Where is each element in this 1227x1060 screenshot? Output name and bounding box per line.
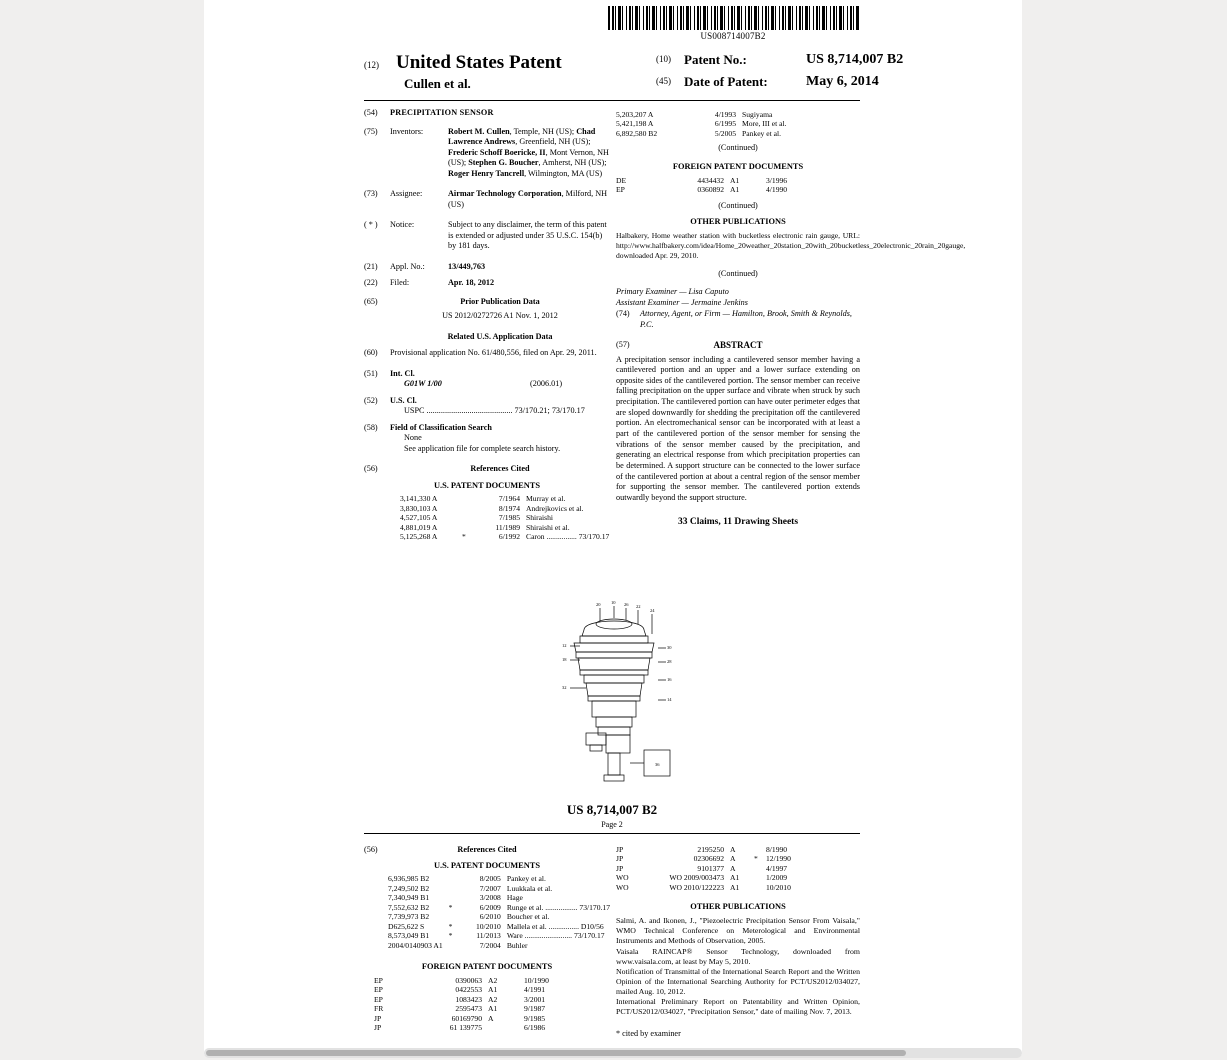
field-search-number: (58): [364, 422, 378, 432]
us-patent-documents-table: [400, 494, 610, 541]
svg-text:10: 10: [611, 600, 616, 605]
table-row: [374, 976, 610, 985]
header-divider: [364, 100, 860, 101]
ref-number: 2004/0140903 A1: [388, 940, 443, 950]
intcl-label: Int. Cl.: [390, 368, 415, 378]
foreign-date: 6/1986: [524, 1023, 546, 1033]
uscl-number: (52): [364, 395, 378, 405]
ref-flag: [678, 119, 692, 128]
ref-date: 6/2010: [479, 912, 501, 922]
foreign-date: 8/1990: [766, 845, 788, 854]
abstract-heading: ABSTRACT: [713, 340, 763, 350]
ref-date: 11/2013: [476, 931, 501, 941]
foreign-kind: A: [488, 1013, 494, 1023]
related-text: Provisional application No. 61/480,556, filed on Apr. 29, 2011.: [390, 348, 597, 357]
list-item: International Preliminary Report on Patentability and Written Opinion, PCT/US2012/034027, "Precipitation Sensor," date of mailing Nov. 7, 2013.: [616, 997, 860, 1017]
intcl-value: G01W 1/00: [404, 379, 442, 388]
foreign-country: DE: [616, 175, 627, 185]
inventors-label: Inventors:: [390, 126, 424, 136]
foreign-number: 60169790: [451, 1013, 482, 1023]
foreign-number: 61 139775: [449, 1023, 482, 1033]
ref-name: Sugiyama: [742, 110, 773, 119]
ref-name: Murray et al.: [526, 494, 566, 504]
ref-flag: [678, 110, 692, 119]
table-row: [400, 532, 610, 541]
table-row: [400, 513, 610, 522]
related-heading: Related U.S. Application Data: [447, 331, 553, 341]
document-page: [204, 0, 1022, 1055]
foreign-country: EP: [616, 185, 625, 195]
page2-right-column: [616, 845, 860, 1040]
ref-number: 5,125,268 A: [400, 532, 438, 542]
foreign-flag: [512, 995, 524, 1004]
ref-date: 3/2008: [479, 893, 501, 903]
svg-text:22: 22: [636, 604, 641, 609]
foreign-documents-heading: FOREIGN PATENT DOCUMENTS: [672, 161, 804, 171]
svg-text:28: 28: [667, 659, 672, 664]
abstract-number: (57): [616, 340, 630, 349]
table-row: [616, 110, 860, 119]
field-inventors: [364, 127, 610, 180]
foreign-number: WO 2009/003473: [669, 873, 724, 883]
foreign-kind: A1: [730, 873, 740, 883]
abstract-text: A precipitation sensor including a cantilevered sensor member having a cantilevered portion and an upper and a lower surface extending on opposite sides of the cantilevered portion. The sensor member can receive falling precipitation on the upper surface and vibrate when struck by such precipitation. The cantilevered portion can have outer perimeter edges that are sloped downwardly for shedding the precipitation off the cantilevered portion. An electromechanical sensor can be incorporated with at least a part of the cantilevered portion of the sensor member for sensing the vibrations of the sensor member caused by the precipitation, and generating an electrical response from which precipitation properties can be determined. A support structure can be connected to the lower surface of the cantilevered portion at about a central region of the sensor member for supporting the sensor member. The cantilevered portion extends outwardly beyond the support structure.: [616, 354, 861, 503]
foreign-number: WO 2010/122223: [669, 882, 724, 892]
ref-name: Caron ................ 73/170.17: [526, 532, 610, 542]
page2-refs-number: (56): [364, 845, 378, 854]
foreign-country: EP: [374, 975, 383, 985]
page-title: United States Patent: [396, 52, 562, 73]
intcl-number: (51): [364, 368, 378, 378]
ref-flag: [462, 513, 476, 522]
page2-foreign-right-table: [616, 845, 860, 892]
table-row: [616, 129, 860, 138]
foreign-flag: [512, 985, 524, 994]
foreign-number: 9101377: [697, 863, 724, 873]
svg-text:26: 26: [624, 602, 629, 607]
page2-other-pub-heading: OTHER PUBLICATIONS: [690, 902, 786, 912]
foreign-date: 10/2010: [766, 882, 791, 892]
ref-number: 5,203,207 A: [616, 110, 654, 119]
field-int-cl: [364, 369, 610, 390]
ref-name: More, III et al.: [742, 119, 787, 129]
foreign-flag: [754, 845, 766, 854]
foreign-date: 10/1990: [524, 975, 549, 985]
ref-number: D625,622 S: [388, 921, 425, 931]
ref-flag: [449, 912, 461, 921]
attorney-text: Attorney, Agent, or Firm — Hamilton, Brook, Smith & Reynolds, P.C.: [640, 309, 852, 329]
foreign-country: JP: [616, 854, 624, 864]
claims-line: 33 Claims, 11 Drawing Sheets: [677, 516, 799, 527]
front-page-left-column: [364, 108, 610, 542]
foreign-flag: [754, 883, 766, 892]
foreign-flag: [754, 176, 766, 185]
page2-title: US 8,714,007 B2: [566, 802, 658, 817]
ref-name: Shiraishi et al.: [526, 522, 570, 532]
field-search-label: Field of Classification Search: [390, 422, 492, 432]
table-row: [400, 494, 610, 503]
page2-foreign-heading: FOREIGN PATENT DOCUMENTS: [421, 962, 553, 972]
ref-name: Luukkala et al.: [506, 883, 553, 893]
attorney-number: (74): [616, 309, 630, 318]
field-references-cited: [364, 464, 610, 475]
foreign-number: 0422553: [455, 985, 482, 995]
foreign-date: 1/2009: [766, 873, 788, 883]
ref-name: Andrejkovics et al.: [526, 503, 584, 513]
foreign-kind: A: [730, 863, 736, 873]
ref-date: 7/2004: [479, 940, 501, 950]
ref-flag: [678, 129, 692, 138]
foreign-country: WO: [616, 873, 629, 883]
ref-number: 8,573,049 B1: [388, 931, 430, 941]
page2-refs-row: [364, 845, 610, 856]
foreign-flag: [512, 1014, 524, 1023]
primary-examiner: [616, 287, 860, 298]
ref-date: 11/1989: [495, 522, 520, 532]
continued-1: (Continued): [718, 143, 758, 153]
ref-flag: [462, 523, 476, 532]
svg-text:16: 16: [667, 677, 672, 682]
foreign-kind: [488, 1023, 512, 1032]
foreign-number: 4434432: [697, 175, 724, 185]
ref-name: Boucher et al.: [506, 912, 550, 922]
foreign-number: 2595473: [455, 1004, 482, 1014]
field-search-value2: See application file for complete search history.: [404, 443, 561, 453]
notice-text: Subject to any disclaimer, the term of this patent is extended or adjusted under 35 U.S.C. 154(b) by 181 days.: [448, 220, 607, 250]
table-row: [616, 185, 860, 194]
ref-number: 7,552,632 B2: [388, 902, 430, 912]
other-publications-text: Halbakery, Home weather station with bucketless electronic rain gauge, URL: http://www.halfbakery.com/idea/Home_20weather_20station_20with_20bucketless_20electronic_20rain_20gauge, downloaded Apr. 29, 2010.: [616, 230, 966, 260]
table-row: [374, 995, 610, 1004]
svg-text:18: 18: [562, 657, 567, 662]
filed-label: Filed:: [390, 278, 410, 287]
attorney-row: [616, 309, 860, 330]
page2-foreign-left-table: [374, 976, 610, 1033]
page2-us-documents-table: [388, 874, 610, 950]
ref-flag: [449, 941, 461, 950]
ref-date: 6/1992: [498, 532, 520, 542]
us-patent-documents-heading: U.S. PATENT DOCUMENTS: [433, 480, 541, 490]
table-row: [388, 931, 610, 940]
table-row: [616, 845, 860, 854]
continued-2: (Continued): [718, 200, 758, 210]
foreign-kind: A: [730, 854, 736, 864]
patent-no-label: Patent No.:: [684, 52, 747, 67]
table-row: [388, 941, 610, 950]
ref-number: 5,421,198 A: [616, 119, 654, 129]
foreign-number: 1083423: [455, 994, 482, 1004]
assistant-examiner: [616, 298, 860, 309]
foreign-flag: [754, 864, 766, 873]
ref-date: 5/2005: [714, 128, 736, 138]
table-row: [400, 523, 610, 532]
field-related: [364, 348, 610, 359]
uscl-label: U.S. Cl.: [390, 395, 417, 405]
foreign-date: 4/1991: [524, 985, 546, 995]
list-item: Notification of Transmittal of the International Search Report and the Written Opinion of the International Searching Authority for PCT/US2012/034027, mailed Aug. 10, 2012.: [616, 966, 860, 997]
table-row: [388, 893, 610, 902]
barcode-image: [608, 6, 859, 30]
foreign-number: 02306692: [693, 854, 724, 864]
ref-date: 4/1993: [714, 110, 736, 119]
front-page-right-column: [616, 108, 966, 528]
svg-text:12: 12: [562, 643, 567, 648]
primary-examiner-text: Primary Examiner — Lisa Caputo: [616, 287, 729, 296]
table-row: [374, 1004, 610, 1013]
ref-date: 7/1985: [498, 513, 520, 523]
barcode-number: US008714007B2: [700, 31, 766, 41]
appl-no-label: Appl. No.:: [390, 261, 425, 271]
notice-label: Notice:: [390, 220, 415, 229]
table-row: [616, 119, 860, 128]
ref-name: Mallela et al. ................ D10/56: [506, 921, 604, 931]
date-value: May 6, 2014: [806, 74, 879, 89]
foreign-flag: *: [754, 854, 758, 864]
ref-number: 3,141,330 A: [400, 494, 438, 504]
field-notice: [364, 220, 610, 252]
ref-flag: [449, 884, 461, 893]
foreign-date: 12/1990: [766, 854, 791, 864]
foreign-flag: [512, 1023, 524, 1032]
ref-date: 10/2010: [475, 921, 501, 931]
assignee-value: Airmar Technology Corporation, Milford, NH (US): [448, 189, 608, 209]
foreign-kind: A2: [488, 994, 498, 1004]
foreign-flag: [512, 1004, 524, 1013]
filed-value: Apr. 18, 2012: [448, 278, 495, 287]
header-right: [656, 52, 926, 96]
table-row: [374, 1014, 610, 1023]
table-row: [616, 864, 860, 873]
foreign-kind: A1: [730, 175, 740, 185]
precipitation-sensor-drawing: [534, 600, 694, 790]
table-row: [616, 873, 860, 882]
foreign-date: 3/2001: [524, 994, 546, 1004]
prior-pub-heading: Prior Publication Data: [460, 296, 540, 306]
kind-code: (12): [364, 60, 379, 70]
filed-number: (22): [364, 278, 378, 287]
ref-flag: [462, 494, 476, 503]
foreign-country: WO: [616, 882, 629, 892]
ref-flag: *: [448, 931, 453, 941]
field-title: [364, 108, 610, 119]
page2-us-docs-heading: U.S. PATENT DOCUMENTS: [433, 860, 541, 870]
foreign-country: JP: [374, 1023, 382, 1033]
appl-no-value: 13/449,763: [448, 261, 486, 271]
field-appl-no: [364, 262, 610, 273]
related-number: (60): [364, 348, 378, 357]
ref-name: Pankey et al.: [506, 874, 546, 884]
patent-no-value: US 8,714,007 B2: [806, 52, 904, 67]
appl-no-number: (21): [364, 261, 378, 271]
page2-left-column: [364, 845, 610, 1033]
foreign-date: 9/1987: [524, 1004, 546, 1014]
intcl-version: (2006.01): [530, 379, 563, 388]
table-row: [374, 985, 610, 994]
notice-number: ( * ): [364, 220, 378, 229]
cited-by-examiner: * cited by examiner: [616, 1029, 681, 1039]
foreign-country: FR: [374, 1004, 384, 1014]
foreign-kind: A1: [488, 1004, 498, 1014]
ref-flag: [449, 874, 461, 883]
table-row: [388, 903, 610, 912]
ref-name: Pankey et al.: [742, 128, 782, 138]
list-item: Vaisala RAINCAP® Sensor Technology, downloaded from www.vaisala.com, at least by May 5, 2010.: [616, 946, 860, 966]
ref-number: 4,881,019 A: [400, 522, 438, 532]
table-row: [388, 912, 610, 921]
prior-pub-number: (65): [364, 296, 378, 306]
page2-refs-heading: References Cited: [457, 845, 517, 854]
ref-date: 7/2007: [479, 883, 501, 893]
assignee-label: Assignee:: [390, 189, 423, 198]
foreign-flag: [754, 873, 766, 882]
field-filed: [364, 278, 610, 289]
horizontal-scrollbar[interactable]: [204, 1048, 1022, 1058]
ref-date: 6/1995: [714, 119, 736, 129]
foreign-kind: A1: [488, 985, 498, 995]
page2-other-pub-list: [616, 916, 860, 1017]
date-label: Date of Patent:: [684, 74, 768, 89]
inventor-line: Cullen et al.: [404, 76, 471, 91]
uscl-value: USPC .......................................... 73/170.21; 73/170.17: [404, 406, 585, 415]
svg-text:14: 14: [667, 697, 672, 702]
ref-date: 6/2009: [479, 902, 501, 912]
patent-no-number: (10): [656, 54, 671, 64]
ref-name: Hage: [506, 893, 523, 903]
foreign-kind: A: [730, 845, 736, 854]
foreign-date: 4/1997: [766, 863, 788, 873]
foreign-date: 3/1996: [766, 175, 788, 185]
page2-subtitle: Page 2: [601, 820, 623, 829]
field-assignee: [364, 189, 610, 210]
invention-title: PRECIPITATION SENSOR: [390, 108, 494, 117]
table-row: [400, 504, 610, 513]
foreign-kind: A2: [488, 975, 498, 985]
foreign-country: EP: [374, 994, 383, 1004]
abstract-block: [616, 340, 860, 504]
foreign-number: 0390063: [455, 975, 482, 985]
table-row: [616, 854, 860, 863]
ref-flag: [449, 893, 461, 902]
ref-flag: *: [462, 532, 466, 542]
scrollbar-thumb[interactable]: [206, 1050, 906, 1056]
field-us-cl: [364, 396, 610, 417]
ref-date: 7/1964: [498, 494, 520, 504]
field-classification-search: [364, 423, 610, 455]
assistant-examiner-text: Assistant Examiner — Jermaine Jenkins: [616, 297, 748, 307]
foreign-date: 4/1990: [766, 185, 788, 195]
ref-number: 3,830,103 A: [400, 503, 438, 513]
foreign-documents-table: [616, 176, 860, 195]
table-row: [616, 176, 860, 185]
barcode-area: [608, 6, 858, 41]
table-row: [616, 883, 860, 892]
ref-name: Shiraishi: [526, 513, 554, 523]
foreign-kind: A1: [730, 185, 740, 195]
table-row: [388, 922, 610, 931]
foreign-country: JP: [616, 845, 624, 854]
refs-number: (56): [364, 464, 378, 473]
assignee-number: (73): [364, 189, 378, 198]
list-item: Salmi, A. and Ikonen, J., "Piezoelectric Precipitation Sensor From Vaisala," WMO Technical Conference on Meterological and Environmental Instruments and Methods of Observation, 2005.: [616, 916, 860, 946]
other-publications-heading: OTHER PUBLICATIONS: [690, 217, 786, 227]
svg-text:30: 30: [667, 645, 672, 650]
ref-name: Runge et al. ................. 73/170.17: [506, 902, 610, 912]
svg-text:36: 36: [655, 762, 660, 767]
patent-no-row: [656, 52, 926, 74]
ref-flag: *: [448, 921, 453, 931]
foreign-country: JP: [616, 863, 624, 873]
refs-heading: References Cited: [470, 464, 530, 473]
ref-date: 8/1974: [498, 503, 520, 513]
ref-number: 7,340,949 B1: [388, 893, 430, 903]
field-title-number: (54): [364, 108, 378, 117]
related-application-data: [364, 332, 610, 343]
svg-text:24: 24: [650, 608, 655, 613]
foreign-number: 0360892: [697, 185, 724, 195]
table-row: [388, 884, 610, 893]
inventors-value: Robert M. Cullen, Temple, NH (US); Chad Lawrence Andrews, Greenfield, NH (US); Frederic Schoff Boericke, II, Mont Vernon, NH (US); Stephen G. Boucher, Amherst, NH (US); Roger Henry Tancrell, Wilmington, MA (US): [448, 126, 609, 178]
field-prior-publication: [364, 297, 610, 322]
ref-number: 6,936,985 B2: [388, 874, 430, 884]
prior-pub-value: US 2012/0272726 A1 Nov. 1, 2012: [442, 311, 558, 320]
ref-date: 8/2005: [479, 874, 501, 884]
ref-flag: *: [448, 902, 453, 912]
inventors-number: (75): [364, 126, 378, 136]
patent-figure: [534, 600, 694, 790]
ref-flag: [462, 504, 476, 513]
ref-number: 6,892,580 B2: [616, 128, 658, 138]
foreign-flag: [754, 185, 766, 194]
foreign-date: 9/1985: [524, 1013, 546, 1023]
us-patent-documents-continued-table: [616, 110, 860, 138]
date-of-patent-row: [656, 74, 926, 96]
continued-3: (Continued): [718, 268, 758, 278]
table-row: [388, 874, 610, 883]
date-number: (45): [656, 76, 671, 86]
ref-name: Buhler: [506, 940, 528, 950]
foreign-flag: [512, 976, 524, 985]
ref-number: 4,527,105 A: [400, 513, 438, 523]
foreign-country: EP: [374, 985, 383, 995]
foreign-kind: A1: [730, 882, 740, 892]
foreign-country: JP: [374, 1013, 382, 1023]
svg-text:32: 32: [562, 685, 567, 690]
ref-name: Ware ......................... 73/170.17: [506, 931, 605, 941]
ref-number: 7,739,973 B2: [388, 912, 430, 922]
svg-text:20: 20: [596, 602, 601, 607]
page2-divider: [364, 833, 860, 834]
foreign-number: 2195250: [697, 845, 724, 854]
table-row: [374, 1023, 610, 1032]
ref-number: 7,249,502 B2: [388, 883, 430, 893]
field-search-value1: None: [404, 433, 422, 442]
